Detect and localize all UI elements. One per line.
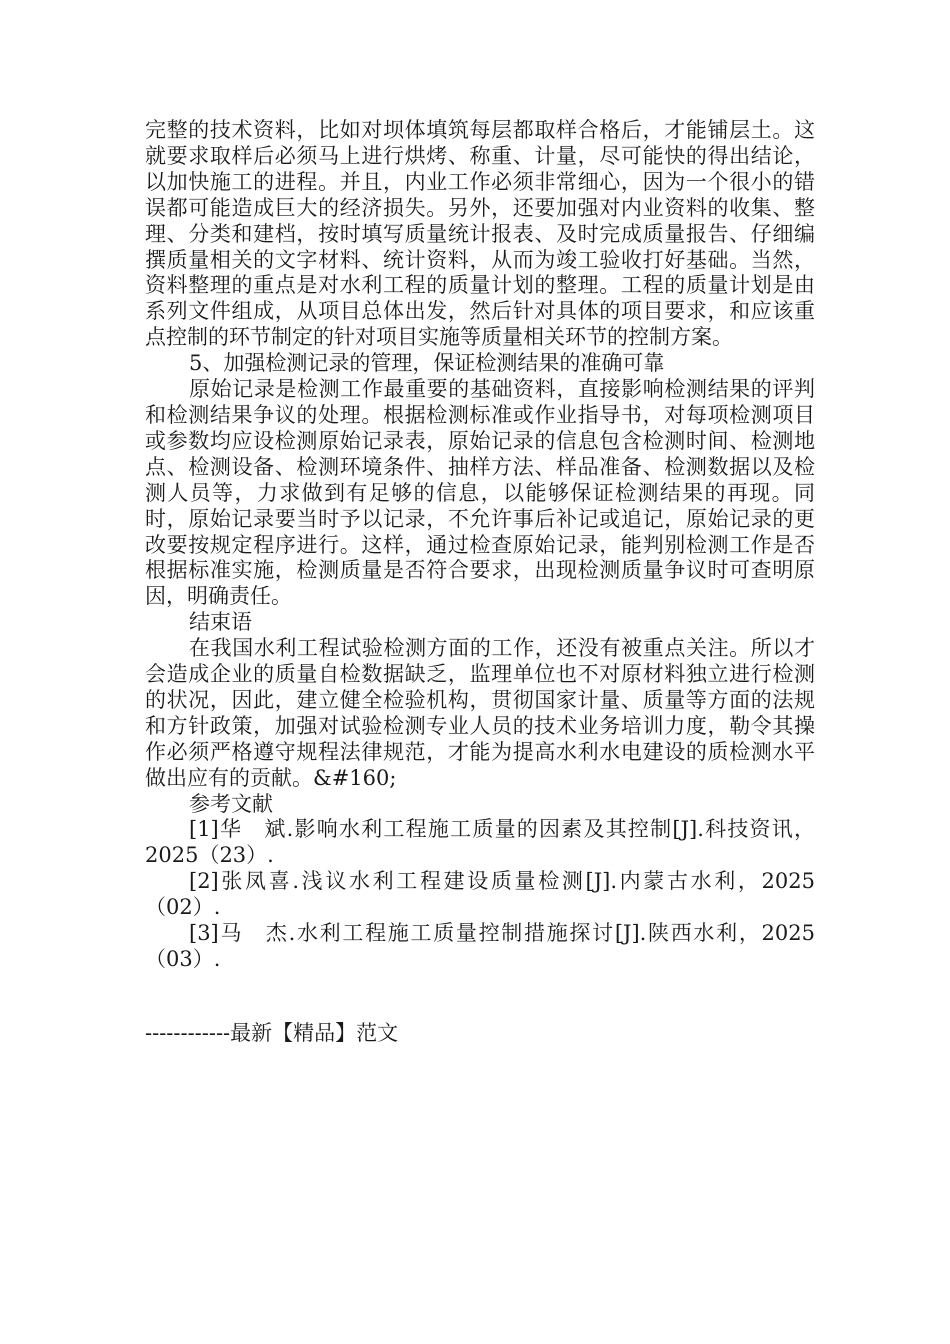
document-body bbox=[145, 118, 815, 973]
paragraph-original-records: 原始记录是检测工作最重要的基础资料，直接影响检测结果的评判和检测结果争议的处理。根据检测标准或作业指导书，对每项检测项目或参数均应设检测原始记录表，原始记录的信息包含检测时间、检测地点、检测设备、检测环境条件、抽样方法、样品准备、检测数据以及检测人员等，力求做到有足够的信息，以能够保证检测结果的再现。同时，原始记录要当时予以记录，不允许事后补记或追记，原始记录的更改要按规定程序进行。这样，通过检查原始记录，能判别检测工作是否根据标准实施，检测质量是否符合要求，出现检测质量争议时可查明原因，明确责任。 bbox=[145, 377, 815, 609]
reference-item-3: [3]马 杰.水利工程施工质量控制措施探讨[J].陕西水利，2025（03）. bbox=[145, 921, 815, 971]
references-heading: 参考文献 bbox=[189, 791, 273, 816]
paragraph-data-organization: 完整的技术资料，比如对坝体填筑每层都取样合格后，才能铺层土。这就要求取样后必须马上进行烘烤、称重、计量，尽可能快的得出结论，以加快施工的进程。并且，内业工作必须非常细心，因为一个很小的错误都可能造成巨大的经济损失。另外，还要加强对内业资料的收集、整理、分类和建档，按时填写质量统计报表、及时完成质量报告、仔细编撰质量相关的文字材料、统计资料，从而为竣工验收打好基础。当然，资料整理的重点是对水利工程的质量计划的整理。工程的质量计划是由系列文件组成，从项目总体出发，然后针对具体的项目要求，和应该重点控制的环节制定的针对项目实施等质量相关环节的控制方案。 bbox=[145, 118, 815, 350]
reference-item-2: [2]张凤喜.浅议水利工程建设质量检测[J].内蒙古水利，2025（02）. bbox=[145, 869, 815, 920]
paragraph-conclusion: 在我国水利工程试验检测方面的工作，还没有被重点关注。所以才会造成企业的质量自检数据缺乏，监理单位也不对原材料独立进行检测的状况，因此，建立健全检验机构，贯彻国家计量、质量等方面的法规和方针政策，加强对试验检测专业人员的技术业务培训力度，勒令其操作必须严格遵守规程法律规范，才能为提高水利水电建设的质检测水平做出应有的贡献。&#160; bbox=[145, 636, 815, 790]
footer-tagline: ------------最新【精品】范文 bbox=[145, 1021, 399, 1045]
reference-item-1: [1]华 斌.影响水利工程施工质量的因素及其控制[J].科技资讯，2025（23）. bbox=[145, 817, 815, 868]
conclusion-heading: 结束语 bbox=[189, 610, 252, 635]
section-heading-5: 5、加强检测记录的管理，保证检测结果的准确可靠 bbox=[189, 351, 665, 376]
